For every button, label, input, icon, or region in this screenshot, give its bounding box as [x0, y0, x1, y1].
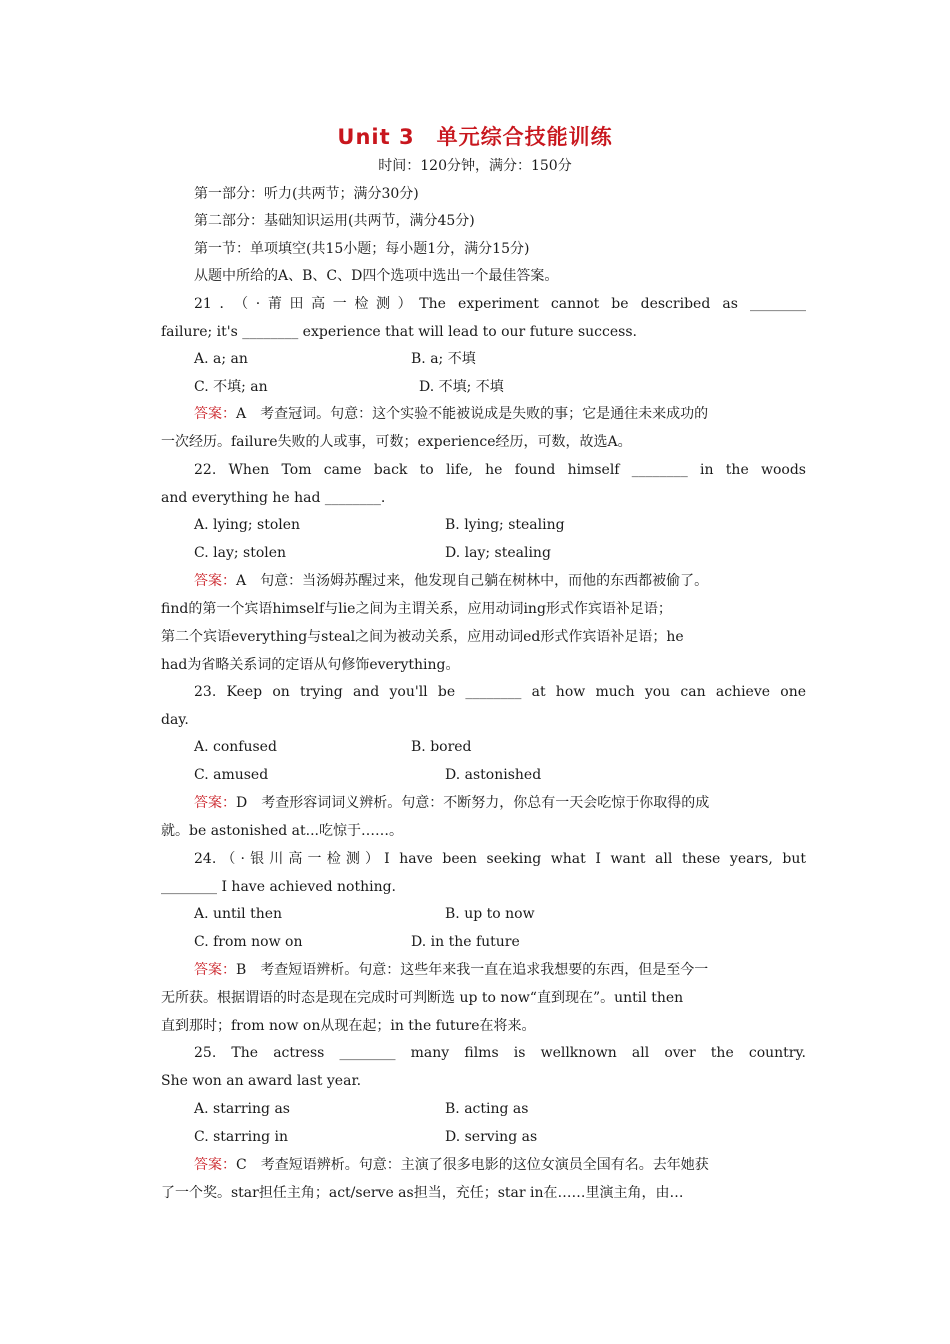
exam-time-info: 时间：120分钟，满分：150分	[378, 158, 572, 174]
option: B. lying; stealing	[445, 517, 565, 533]
option: B. bored	[411, 739, 472, 755]
question-text: 25. The actress ________ many films is wellknown all over the country.	[194, 1045, 806, 1061]
option: A. confused	[194, 739, 277, 755]
option: A. a; an	[194, 351, 248, 367]
option: B. a; 不填	[411, 351, 476, 367]
answer-text: 无所获。根据谓语的时态是现在完成时可判断选 up to now“直到现在”。until then	[161, 990, 684, 1006]
answer-text: 一次经历。failure失败的人或事，可数；experience经历，可数，故选A。	[161, 434, 632, 450]
answer-label: 答案：	[194, 962, 236, 978]
answer-text: 第二个宾语everything与steal之间为被动关系，应用动词ed形式作宾语补足语；he	[161, 629, 684, 645]
answer-line	[194, 1155, 806, 1175]
option: D. astonished	[445, 767, 542, 783]
option: D. lay; stealing	[445, 545, 551, 561]
option: C. amused	[194, 767, 269, 783]
option: D. in the future	[411, 934, 520, 950]
question-text: 23. Keep on trying and you'll be ________ at how much you can achieve one	[194, 684, 806, 700]
answer-text: C 考查短语辨析。句意：主演了很多电影的这位女演员全国有名。去年她获	[236, 1157, 709, 1173]
answer-text: 就。be astonished at...吃惊于……。	[161, 823, 403, 839]
answer-label: 答案：	[194, 406, 236, 422]
answer-label: 答案：	[194, 1157, 236, 1173]
section-heading: 第一节：单项填空(共15小题；每小题1分，满分15分)	[194, 241, 530, 257]
answer-text: A 考查冠词。句意：这个实验不能被说成是失败的事；它是通往未来成功的	[236, 406, 709, 422]
option: C. lay; stolen	[194, 545, 287, 561]
option: B. up to now	[445, 906, 535, 922]
question-text: failure; it's ________ experience that will lead to our future success.	[161, 324, 637, 340]
answer-text: 直到那时；from now on从现在起；in the future在将来。	[161, 1018, 536, 1034]
answer-line	[194, 793, 806, 813]
question-text: ________ I have achieved nothing.	[161, 879, 397, 895]
option: C. starring in	[194, 1129, 289, 1145]
answer-label: 答案：	[194, 795, 236, 811]
answer-text: D 考查形容词词义辨析。句意：不断努力，你总有一天会吃惊于你取得的成	[236, 795, 710, 811]
option: C. 不填; an	[194, 379, 268, 395]
section-heading: 第一部分：听力(共两节；满分30分)	[194, 186, 419, 202]
question-text: 21．（·莆田高一检测）The experiment cannot be described as ________	[194, 296, 806, 312]
question-text: 22. When Tom came back to life, he found himself ________ in the woods	[194, 462, 806, 478]
question-text: She won an award last year.	[161, 1073, 362, 1089]
question-text: 24.（·银川高一检测）I have been seeking what I want all these years, but	[194, 851, 806, 867]
question-text: and everything he had ________.	[161, 490, 386, 506]
answer-line	[194, 571, 806, 591]
question-text: day.	[161, 712, 189, 728]
answer-text: find的第一个宾语himself与lie之间为主谓关系，应用动词ing形式作宾语补足语；	[161, 601, 672, 617]
option: D. serving as	[445, 1129, 538, 1145]
option: B. acting as	[445, 1101, 529, 1117]
answer-line	[194, 404, 806, 424]
instruction-text: 从题中所给的A、B、C、D四个选项中选出一个最佳答案。	[194, 268, 559, 284]
answer-label: 答案：	[194, 573, 236, 589]
answer-line	[194, 960, 806, 980]
option: A. starring as	[194, 1101, 290, 1117]
section-heading: 第二部分：基础知识运用(共两节，满分45分)	[194, 213, 475, 229]
answer-text: A 句意：当汤姆苏醒过来，他发现自己躺在树林中，而他的东西都被偷了。	[236, 573, 709, 589]
option: C. from now on	[194, 934, 303, 950]
option: D. 不填; 不填	[419, 379, 504, 395]
answer-text: had为省略关系词的定语从句修饰everything。	[161, 657, 460, 673]
answer-text: 了一个奖。star担任主角；act/serve as担当，充任；star in在……里演主角，由…	[161, 1185, 684, 1201]
answer-text: B 考查短语辨析。句意：这些年来我一直在追求我想要的东西，但是至今一	[236, 962, 709, 978]
option: A. lying; stolen	[194, 517, 301, 533]
page-title: Unit 3 单元综合技能训练	[337, 125, 613, 149]
option: A. until then	[194, 906, 283, 922]
